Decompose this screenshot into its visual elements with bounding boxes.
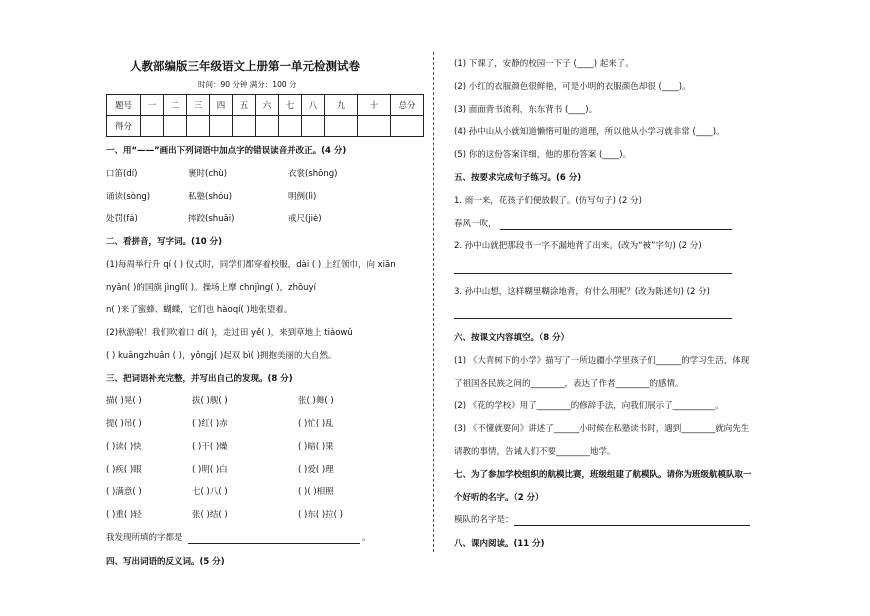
fill-in-line: (1) 《大青树下的小学》描写了一所边疆小学里孩子们______的学习生活，体现 [454, 356, 750, 366]
section-8-heading: 八、课内阅读。(11 分) [454, 539, 545, 549]
score-input-cell[interactable] [141, 116, 164, 137]
answer-line[interactable] [454, 318, 732, 319]
sentence-question: 2. 孙中山就把那段书一字不漏地背了出来。(改为“被”字句) (2 分) [454, 241, 702, 251]
score-input-cell[interactable] [256, 116, 279, 137]
sentence-question: 1. 雨一来，花孩子们便放假了。(仿写句子) (2 分) [454, 196, 642, 206]
section-1-heading: 一、用“——”画出下列词语中加点字的错误读音并改正。(4 分) [106, 146, 347, 156]
score-cell: 十 [358, 95, 391, 116]
pinyin-line: nyān( )的国旗 jìnglǐ( )。操场上摩 chnjìng( )，zhōuyí [106, 283, 316, 293]
fill-in-line: 请教的事情，告诫人们不要________地学。 [454, 447, 616, 457]
pinyin-item: 戒尺(jiè) [288, 214, 322, 224]
team-name-label: 模队的名字是： [454, 515, 514, 525]
idiom-item: 拔( )舰( ) [192, 396, 228, 406]
idiom-item: ( )东( )拉( ) [298, 510, 344, 520]
score-table-score-row [107, 116, 424, 137]
answer-line[interactable] [454, 273, 732, 274]
score-input-cell[interactable] [302, 116, 325, 137]
antonym-item: (3) 面面背书流利，东东背书 (____)。 [454, 105, 598, 115]
page-divider [433, 52, 434, 552]
idiom-item: 提( )吊( ) [106, 419, 142, 429]
antonym-item: (1) 下课了，安静的校园一下子 (____) 起来了。 [454, 59, 634, 69]
idiom-item: 张( )结( ) [192, 510, 228, 520]
idiom-item: ( )忙( )乱 [298, 419, 334, 429]
idiom-item: 七( )八( ) [192, 487, 228, 497]
pinyin-item: 处罚(fá) [106, 214, 138, 224]
pinyin-item: 口笛(dí) [106, 169, 138, 179]
team-name-line[interactable] [514, 525, 750, 526]
idiom-item: ( )红( )赤 [192, 419, 228, 429]
antonym-item: (2) 小红的衣服颜色很鲜艳，可是小明的衣服颜色却很 (____)。 [454, 82, 691, 92]
score-input-cell[interactable] [187, 116, 210, 137]
score-table-header-row [107, 95, 424, 116]
idiom-item: ( )干( )燥 [192, 442, 228, 452]
pinyin-line: n( )来了蜜蜂、蝴蝶，它们也 hàoqí( )地张望着。 [106, 305, 293, 315]
score-cell: 三 [187, 95, 210, 116]
exam-title: 人教部编版三年级语文上册第一单元检测试卷 [130, 59, 360, 73]
pinyin-item: 诵读(sòng) [106, 192, 151, 202]
section-6-heading: 六、按课文内容填空。（8 分） [454, 333, 570, 343]
pinyin-item: 裹时(chù) [188, 169, 228, 179]
score-cell: 总分 [391, 95, 424, 116]
score-cell: 六 [256, 95, 279, 116]
score-input-cell[interactable] [233, 116, 256, 137]
pinyin-item: 明例(lì) [288, 192, 317, 202]
score-cell: 五 [233, 95, 256, 116]
idiom-item: ( )重( )轻 [106, 510, 142, 520]
idiom-item: ( )满意( ) [106, 487, 142, 497]
section-7-heading: 七、为了参加学校组织的航模比赛，班级组建了航模队。请你为班级航模队取一 [454, 470, 752, 480]
section-3-heading: 三、把词语补充完整，并写出自己的发现。(8 分) [106, 374, 293, 384]
score-input-cell[interactable] [164, 116, 187, 137]
fill-in-line: (3) 《不懂就要问》讲述了______小时候在私塾读书时，遇到________就向先生 [454, 424, 750, 434]
score-row-label: 得分 [107, 116, 141, 137]
finding-answer-line[interactable] [188, 543, 360, 544]
idiom-item: ( )疾( )眼 [106, 465, 142, 475]
pinyin-item: 私塾(shóu) [188, 192, 233, 202]
score-cell: 八 [302, 95, 325, 116]
score-input-cell[interactable] [391, 116, 424, 137]
section-7-heading-cont: 个好听的名字。（2 分） [454, 493, 544, 503]
antonym-item: (4) 孙中山从小就知道懒惰可耻的道理，所以他从小学习就非常 (____)。 [454, 127, 725, 137]
sentence-question: 3. 孙中山想，这样糊里糊涂地背，有什么用呢？(改为陈述句) (2 分) [454, 287, 710, 297]
idiom-item: ( )( )相照 [298, 487, 334, 497]
section-2-heading: 二、看拼音，写字词。(10 分) [106, 237, 223, 247]
exam-subtitle: 时间：90 分钟 满分：100 分 [198, 80, 297, 89]
idiom-item: ( )明( )白 [192, 465, 228, 475]
section-4-heading: 四、写出词语的反义词。(5 分) [106, 557, 225, 567]
pinyin-item: 衣裳(shōng) [288, 169, 338, 179]
pinyin-line: ( ) kuǎngzhuǎn ( )，yǒngj( )起双 bì( )拥抱美丽的大自然。 [106, 351, 337, 361]
pinyin-item: 摔跤(shuāi) [188, 214, 235, 224]
pinyin-line: (1)每周举行升 qí ( ) 仪式时，同学们都穿着校服，dài ( ) 上红领巾，向 xiān [106, 260, 396, 270]
fill-in-line: (2) 《花的学校》用了________的修辞手法，向我们展示了__________。 [454, 401, 724, 411]
score-input-cell[interactable] [279, 116, 302, 137]
idiom-item: ( )暗( )果 [298, 442, 334, 452]
score-cell: 九 [325, 95, 358, 116]
section-5-heading: 五、按要求完成句子练习。(6 分) [454, 173, 582, 183]
score-cell: 四 [210, 95, 233, 116]
score-input-cell[interactable] [358, 116, 391, 137]
score-cell: 题号 [107, 95, 141, 116]
score-cell: 七 [279, 95, 302, 116]
fill-in-line: 了祖国各民族之间的________，表达了作者________的感情。 [454, 379, 684, 389]
antonym-item: (5) 你的这份答案详细，他的那份答案 (____)。 [454, 150, 632, 160]
score-table [106, 94, 424, 137]
score-input-cell[interactable] [325, 116, 358, 137]
answer-line[interactable] [500, 229, 732, 230]
sentence-prefix: 春风一吹， [454, 219, 497, 229]
score-input-cell[interactable] [210, 116, 233, 137]
finding-label: 我发现所填的字都是 [106, 533, 183, 543]
score-cell: 一 [141, 95, 164, 116]
score-cell: 二 [164, 95, 187, 116]
idiom-item: 描( )晃( ) [106, 396, 142, 406]
idiom-item: ( )爱( )理 [298, 465, 334, 475]
idiom-item: ( )读( )快 [106, 442, 142, 452]
pinyin-line: (2)秋游啦！我们吹着口 dí( )，走过田 yě( )，来到草地上 tiàowǔ [106, 328, 353, 338]
idiom-item: 张( )舞( ) [298, 396, 334, 406]
